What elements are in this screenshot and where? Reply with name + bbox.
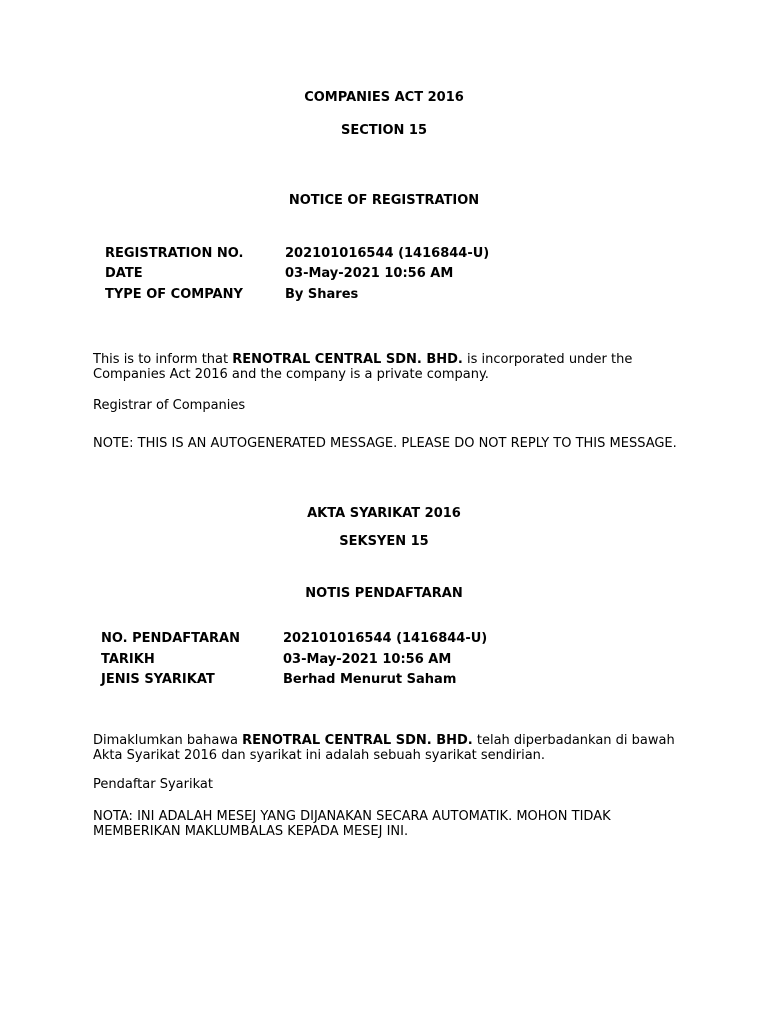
company-name-en: RENOTRAL CENTRAL SDN. BHD. (232, 352, 463, 367)
body-prefix-en: This is to inform that (93, 352, 233, 367)
heading-section-en: SECTION 15 (340, 123, 428, 138)
field-value-type-of-company: By Shares (285, 287, 359, 302)
body-suffix-ms: telah diperbadankan di bawah Akta Syarikat 2016 dan syarikat ini adalah sebuah syarikat sendirian. (93, 733, 675, 763)
heading-notice-en: NOTICE OF REGISTRATION (288, 193, 480, 208)
field-label-tarikh: TARIKH (101, 652, 155, 667)
heading-section-ms: SEKSYEN 15 (339, 534, 429, 549)
signatory-ms: Pendaftar Syarikat (93, 777, 213, 792)
field-label-jenis-syarikat: JENIS SYARIKAT (101, 672, 215, 687)
field-value-jenis-syarikat: Berhad Menurut Saham (283, 672, 457, 687)
field-value-tarikh: 03-May-2021 10:56 AM (283, 652, 452, 667)
company-name-ms: RENOTRAL CENTRAL SDN. BHD. (242, 733, 473, 748)
heading-notice-ms: NOTIS PENDAFTARAN (305, 586, 463, 601)
heading-act-ms: AKTA SYARIKAT 2016 (307, 506, 461, 521)
body-paragraph-ms (93, 733, 693, 763)
field-label-date: DATE (105, 266, 143, 281)
field-value-date: 03-May-2021 10:56 AM (285, 266, 454, 281)
heading-act-en: COMPANIES ACT 2016 (304, 90, 464, 105)
field-value-registration-no: 202101016544 (1416844-U) (285, 246, 490, 261)
autogenerated-note-ms: NOTA: INI ADALAH MESEJ YANG DIJANAKAN SECARA AUTOMATIK. MOHON TIDAK MEMBERIKAN MAKLUMBALAS KEPADA MESEJ INI. (93, 809, 611, 839)
autogenerated-note-en: NOTE: THIS IS AN AUTOGENERATED MESSAGE. PLEASE DO NOT REPLY TO THIS MESSAGE. (93, 436, 677, 451)
field-label-registration-no: REGISTRATION NO. (105, 246, 244, 261)
field-label-type-of-company: TYPE OF COMPANY (105, 287, 243, 302)
signatory-en: Registrar of Companies (93, 398, 246, 413)
body-prefix-ms: Dimaklumkan bahawa (93, 733, 243, 748)
body-paragraph-en (93, 352, 693, 382)
field-value-no-pendaftaran: 202101016544 (1416844-U) (283, 631, 488, 646)
field-label-no-pendaftaran: NO. PENDAFTARAN (101, 631, 241, 646)
body-suffix-en: is incorporated under the Companies Act 2016 and the company is a private company. (93, 352, 633, 382)
